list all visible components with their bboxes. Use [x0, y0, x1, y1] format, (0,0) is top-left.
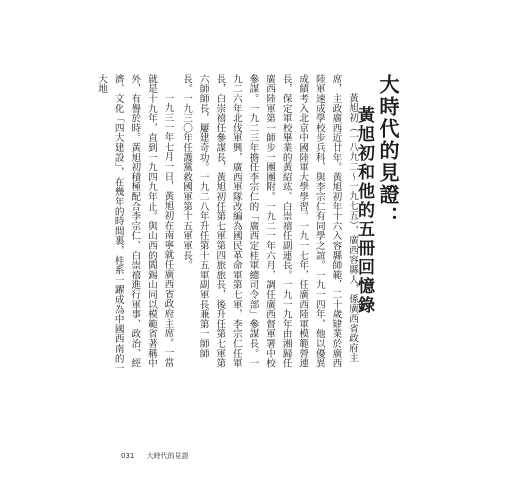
page-number: 031 [121, 452, 135, 460]
running-title: 大時代的見證 [146, 452, 189, 460]
paragraph-1: 黃旭初（一八九二～一九七五），廣西容縣人，係廣西省政府主席，主政廣西近廿年。黃旭初年十六入容縣師範，二十歲肄業於廣西陸軍速成學校步兵科，與李宗仁有同學之誼。一九一四年，他以優異成績考入北京中國陸軍大學學習。一九一七年，任廣西陸軍模範營連長，保定軍校畢業的黃紹竑、白崇禧任副連長。一九一九年由湘歸任廣西陸軍第一師步一團團附。一九二一年六月，調任廣西督軍署中校參謀。一九二三年擔任李宗仁的「廣西定桂軍總司令部」參謀長。一九二六年北伐軍興，廣西軍隊改編為國民革命軍第七軍，李宗仁任軍長，白崇禧任參謀長，黃旭初任第七軍第四旅旅長，後升任第七軍第六師師長，屢建奇功。一九二八年升任第十五軍副軍長兼第一師師長。一九三〇年任護黨救國軍第十五軍軍長。 [181, 74, 358, 368]
body-text [96, 74, 360, 374]
chapter-title-line-1: 大時代的見證： [376, 74, 400, 228]
chapter-title-line-2: 黃旭初和他的五冊回憶錄 [354, 106, 374, 315]
paragraph-2: 一九三一年七月一日，黃旭初在南寧就任廣西省政府主席。一當就是十九年，直到一九四九年止。與山西的閻錫山同以模範省著稱中外，有譽於時。黃旭初積極配合李宗仁、白崇禧進行軍事、政治、經濟、文化「四大建設」，在幾年的時間裏，桂系一躍成為中國西南的一大地 [96, 74, 174, 373]
page-footer [121, 451, 199, 461]
